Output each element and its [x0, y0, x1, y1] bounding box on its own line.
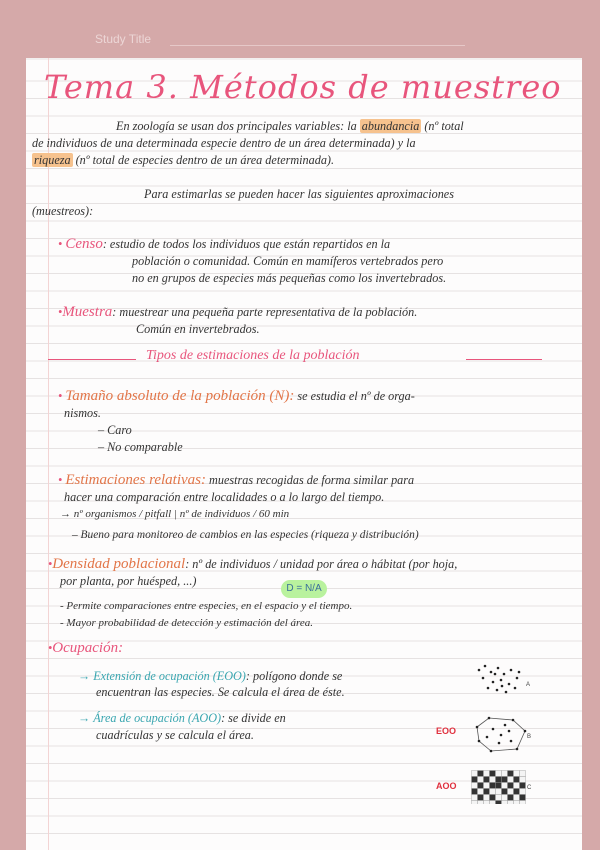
aoo-grid-cell — [514, 789, 520, 795]
aoo-grid-cell — [508, 789, 514, 795]
densidad-bullet-2: - Mayor probabilidad de detección y estimación del área. — [60, 617, 314, 629]
study-title-line — [170, 45, 465, 46]
aoo-grid-cells — [472, 771, 526, 805]
bullet-dot: • — [48, 557, 53, 571]
bullet-dot: • — [58, 305, 63, 319]
aoo-grid-cell — [520, 801, 526, 805]
aoo-grid-cell — [502, 789, 508, 795]
figure-letter-a: A — [526, 682, 531, 688]
approx-line-2: (muestreos): — [32, 204, 94, 218]
ocupacion-term: Ocupación: — [52, 640, 124, 656]
densidad-term: Densidad poblacional — [52, 556, 186, 572]
intro-text-3: (nº total de especies dentro de un área determinada). — [72, 153, 335, 167]
aoo-grid-cell — [508, 801, 514, 805]
aoo-grid-cell — [520, 771, 526, 777]
notebook-page — [26, 58, 582, 850]
figure-letter-c: C — [527, 785, 532, 791]
aoo-line-1 — [78, 710, 286, 727]
aoo-grid-cell — [490, 771, 496, 777]
densidad-text-1: : nº de individuos / unidad por área o hábitat (por hoja, — [185, 557, 458, 571]
aoo-grid-cell — [484, 801, 490, 805]
bullet-dot: • — [48, 641, 53, 655]
aoo-grid-cell — [490, 789, 496, 795]
intro-line-2: de individuos de una determinada especie dentro de un área determinada) y la — [32, 136, 416, 150]
muestra-text-1: : muestrear una pequeña parte representativa de la población. — [112, 305, 418, 319]
aoo-line-2: cuadrículas y se calcula el área. — [96, 728, 254, 742]
muestra-line-1 — [58, 304, 417, 321]
aoo-grid-cell — [478, 801, 484, 805]
section-heading: Tipos de estimaciones de la población — [146, 348, 360, 363]
approx-line-1: Para estimarlas se pueden hacer las siguientes aproximaciones — [144, 187, 454, 201]
aoo-grid-cell — [472, 789, 478, 795]
relativas-line-2: hacer una comparación entre localidades o a lo largo del tiempo. — [64, 490, 385, 504]
heading-rule-right — [466, 359, 542, 360]
tamano-line-1 — [58, 388, 415, 405]
aoo-grid-cell — [496, 801, 502, 805]
aoo-grid-cell — [490, 783, 496, 789]
aoo-grid-cell — [520, 789, 526, 795]
aoo-grid-cell — [496, 783, 502, 789]
densidad-bullet-1: - Permite comparaciones entre especies, en el espacio y el tiempo. — [60, 600, 353, 612]
page-header — [0, 0, 600, 58]
densidad-line-1 — [48, 556, 457, 573]
aoo-grid-cell — [502, 783, 508, 789]
tamano-term: Tamaño absoluto de la población (N): — [65, 388, 295, 404]
aoo-grid-cell — [472, 771, 478, 777]
eoo-polygon-figure — [471, 715, 531, 755]
figure-letter-b: B — [527, 734, 532, 740]
figure-label-eoo: EOO — [436, 726, 457, 736]
bullet-dot: • — [58, 473, 63, 487]
eoo-line-2: encuentran las especies. Se calcula el área de éste. — [96, 685, 345, 699]
eoo-line-1 — [78, 668, 342, 685]
aoo-grid-cell — [520, 795, 526, 801]
aoo-grid-cell — [496, 795, 502, 801]
formula-badge: D = N/A — [281, 580, 327, 598]
relativas-term: Estimaciones relativas: — [65, 472, 206, 488]
censo-term: Censo — [65, 236, 103, 252]
aoo-grid-cell — [484, 795, 490, 801]
aoo-grid-cell — [484, 789, 490, 795]
aoo-grid-cell — [520, 777, 526, 783]
tamano-bullet-no-comparable: – No comparable — [98, 440, 183, 454]
aoo-grid-cell — [490, 795, 496, 801]
aoo-grid-cell — [490, 777, 496, 783]
aoo-grid-cell — [484, 777, 490, 783]
page-title: Tema 3. Métodos de muestreo — [44, 68, 562, 106]
bullet-dot: • — [58, 389, 63, 403]
tamano-text-1: se estudia el nº de orga- — [294, 389, 415, 403]
aoo-grid-cell — [508, 795, 514, 801]
aoo-grid-cell — [490, 801, 496, 805]
censo-text-1: : estudio de todos los individuos que están repartidos en la — [102, 237, 391, 251]
relativas-line-3: → nº organismos / pitfall | nº de individuos / 60 min — [60, 508, 290, 520]
aoo-grid-cell — [508, 771, 514, 777]
aoo-grid-cell — [478, 789, 484, 795]
tamano-bullet-caro: – Caro — [98, 423, 132, 437]
aoo-grid-cell — [502, 801, 508, 805]
aoo-grid-cell — [472, 783, 478, 789]
riqueza-highlight: riqueza — [34, 153, 71, 167]
aoo-grid-cell — [508, 777, 514, 783]
intro-line-1 — [116, 118, 464, 135]
aoo-grid-cell — [514, 783, 520, 789]
relativas-line-1 — [58, 472, 414, 489]
eoo-text-1: : polígono donde se — [245, 669, 343, 683]
densidad-line-2: por planta, por huésped, ...) — [60, 574, 197, 588]
aoo-grid-cell — [502, 777, 508, 783]
heading-rule-left — [48, 359, 136, 360]
relativas-line-4: – Bueno para monitoreo de cambios en las especies (riqueza y distribución) — [72, 529, 419, 541]
aoo-grid-cell — [514, 801, 520, 805]
ocupacion-line — [48, 640, 123, 657]
eoo-term: Extensión de ocupación (EOO) — [93, 669, 246, 683]
aoo-grid-cell — [502, 795, 508, 801]
aoo-grid-cell — [478, 771, 484, 777]
bullet-dot: • — [58, 237, 63, 251]
margin-line — [48, 58, 49, 850]
figure-label-aoo: AOO — [436, 781, 457, 791]
aoo-grid-cell — [478, 795, 484, 801]
censo-line-1 — [58, 236, 390, 253]
aoo-grid-cell — [478, 783, 484, 789]
aoo-grid-cell — [472, 795, 478, 801]
aoo-grid-cell — [514, 777, 520, 783]
relativas-text-1: muestras recogidas de forma similar para — [206, 473, 415, 487]
censo-line-3: no en grupos de especies más pequeñas como los invertebrados. — [132, 271, 447, 285]
aoo-grid-cell — [478, 777, 484, 783]
muestra-term: Muestra — [62, 304, 113, 320]
aoo-grid-cell — [514, 771, 520, 777]
aoo-text-1: : se divide en — [221, 711, 286, 725]
aoo-term: Área de ocupación (AOO) — [93, 711, 222, 725]
aoo-grid-cell — [472, 801, 478, 805]
aoo-grid-cell — [484, 783, 490, 789]
arrow-icon: → — [78, 711, 91, 725]
aoo-grid-figure — [471, 770, 527, 804]
aoo-grid-cell — [496, 777, 502, 783]
aoo-grid-cell — [520, 783, 526, 789]
aoo-grid-cell — [502, 771, 508, 777]
study-title-label: Study Title — [95, 32, 152, 46]
aoo-grid-cell — [472, 777, 478, 783]
intro-text-1b: (nº total — [421, 119, 464, 133]
aoo-grid-cell — [508, 783, 514, 789]
abundancia-highlight: abundancia — [361, 119, 420, 133]
aoo-grid-cell — [484, 771, 490, 777]
arrow-icon: → — [78, 669, 91, 683]
intro-text-1a: En zoología se usan dos principales variables: la — [116, 119, 360, 133]
intro-line-3 — [32, 152, 334, 169]
aoo-grid-cell — [496, 771, 502, 777]
censo-line-2: población o comunidad. Común en mamíferos vertebrados pero — [132, 254, 444, 268]
muestra-line-2: Común en invertebrados. — [136, 322, 260, 336]
aoo-grid-cell — [496, 789, 502, 795]
points-scatter-figure — [471, 660, 531, 700]
aoo-grid-cell — [514, 795, 520, 801]
tamano-line-2: nismos. — [64, 406, 101, 420]
